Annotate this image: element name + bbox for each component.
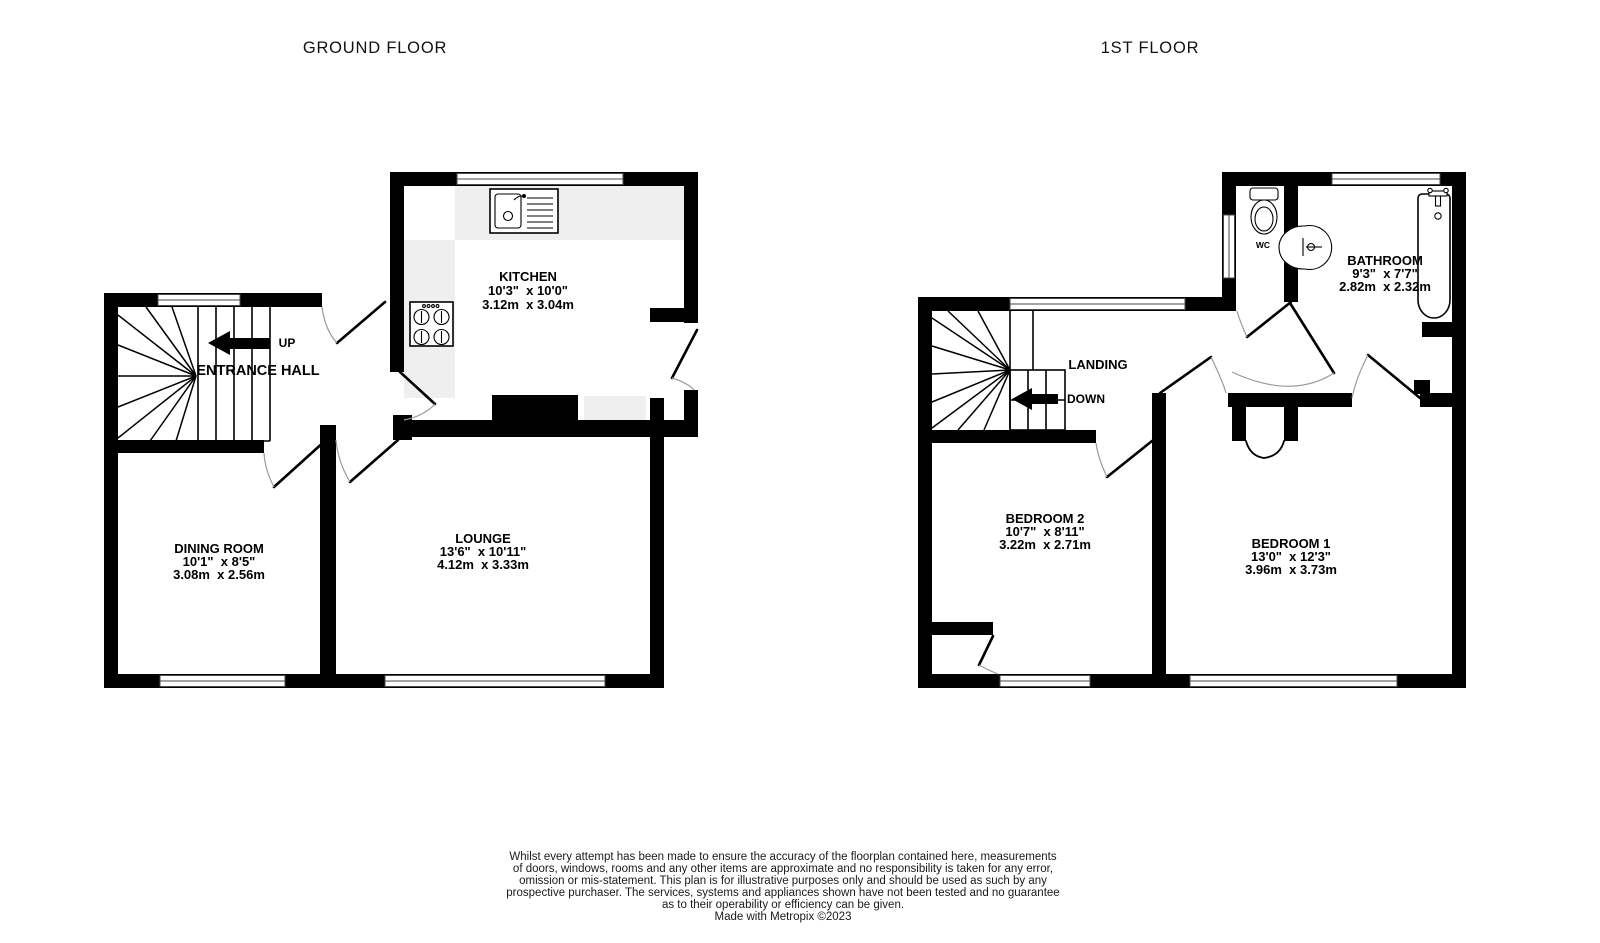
bedroom2-dims-imperial: 10'7" x 8'11" (1005, 524, 1085, 539)
down-arrow-icon (1012, 388, 1058, 410)
ground-floor-title: GROUND FLOOR (302, 39, 448, 57)
bathroom-dims-imperial: 9'3" x 7'7" (1352, 266, 1418, 281)
sink-icon (490, 189, 558, 233)
bedroom2-label: BEDROOM 2 (1005, 511, 1085, 526)
kitchen-back-door (672, 330, 697, 390)
disclaimer-line: Whilst every attempt has been made to ensure the accuracy of the floorplan contained here, measurements (509, 851, 1057, 863)
bedroom2-door (1096, 441, 1152, 477)
bedroom2-dims-metric: 3.22m x 2.71m (999, 537, 1091, 552)
ground-floor-walls (104, 172, 698, 688)
wc-window (1224, 215, 1235, 278)
dining-room-dims-imperial: 10'1" x 8'5" (182, 554, 256, 569)
dining-room-window (160, 676, 285, 687)
bathroom-label: BATHROOM (1347, 253, 1423, 268)
first-floor-walls (918, 172, 1466, 688)
bedroom1-dims-metric: 3.96m x 3.73m (1245, 562, 1337, 577)
up-arrow-icon (208, 331, 270, 355)
wc-label: WC (1255, 240, 1271, 250)
lounge-dims-imperial: 13'6" x 10'11" (439, 544, 527, 559)
landing-label: LANDING (1068, 357, 1128, 372)
kitchen-dims-imperial: 10'3" x 10'0" (488, 283, 568, 298)
chimney-breast (492, 395, 578, 421)
toilet-icon (1250, 188, 1278, 234)
wc-door (1237, 302, 1291, 337)
winder-treads (118, 307, 196, 441)
dining-room-door (264, 440, 326, 487)
disclaimer-line: as to their operability or efficiency can be given. (661, 899, 905, 911)
dining-room-label: DINING ROOM (174, 541, 264, 556)
bedroom1-label: BEDROOM 1 (1251, 536, 1331, 551)
kitchen-counter-bottom (584, 396, 646, 420)
lounge-label: LOUNGE (455, 531, 511, 546)
kitchen-dims-metric: 3.12m x 3.04m (482, 297, 574, 312)
landing-bathroom-door (1232, 303, 1334, 386)
disclaimer-line: omission or mis-statement. This plan is for illustrative purposes only and should be used as such by any (519, 875, 1047, 887)
disclaimer (506, 851, 1059, 923)
first-floor-title: 1ST FLOOR (1100, 39, 1200, 57)
hall-window (158, 295, 240, 306)
bedroom1-door (1160, 357, 1226, 393)
front-door (322, 302, 385, 343)
kitchen-window (457, 174, 623, 185)
landing-window (1010, 299, 1185, 310)
dining-room-dims-metric: 3.08m x 2.56m (173, 567, 265, 582)
bathroom-door (1352, 355, 1420, 398)
bedroom2-window (1000, 676, 1090, 687)
basin-icon (1279, 226, 1332, 270)
disclaimer-line: prospective purchaser. The services, systems and appliances shown have not been tested and no guarantee (506, 887, 1060, 899)
credit-line: Made with Metropix ©2023 (714, 911, 852, 923)
winder-treads (932, 311, 1010, 430)
first-floor-plan (918, 172, 1466, 688)
lounge-window (385, 676, 605, 687)
entrance-hall-label: ENTRANCE HALL (196, 363, 320, 379)
bedroom1-window (1190, 676, 1397, 687)
cupboard-doors (1246, 441, 1284, 458)
ground-floor-plan (104, 172, 698, 688)
stove-icon (410, 302, 453, 346)
cupboard-wall-left (1232, 407, 1246, 441)
stairs-down-label: DOWN (1067, 392, 1105, 406)
kitchen-label: KITCHEN (499, 269, 557, 284)
stairs-up-label: UP (278, 336, 296, 350)
closet-wall (932, 622, 993, 635)
closet-door (979, 636, 998, 674)
cupboard-wall-right (1284, 407, 1298, 441)
bathtub-icon (1418, 188, 1450, 318)
lounge-door (336, 440, 398, 482)
bathroom-window (1332, 174, 1440, 185)
bedroom1-dims-imperial: 13'0" x 12'3" (1251, 549, 1331, 564)
lounge-dims-metric: 4.12m x 3.33m (437, 557, 529, 572)
disclaimer-line: of doors, windows, rooms and any other items are approximate and no responsibility is taken for any error, (512, 863, 1054, 875)
bathroom-dims-metric: 2.82m x 2.32m (1339, 279, 1431, 294)
